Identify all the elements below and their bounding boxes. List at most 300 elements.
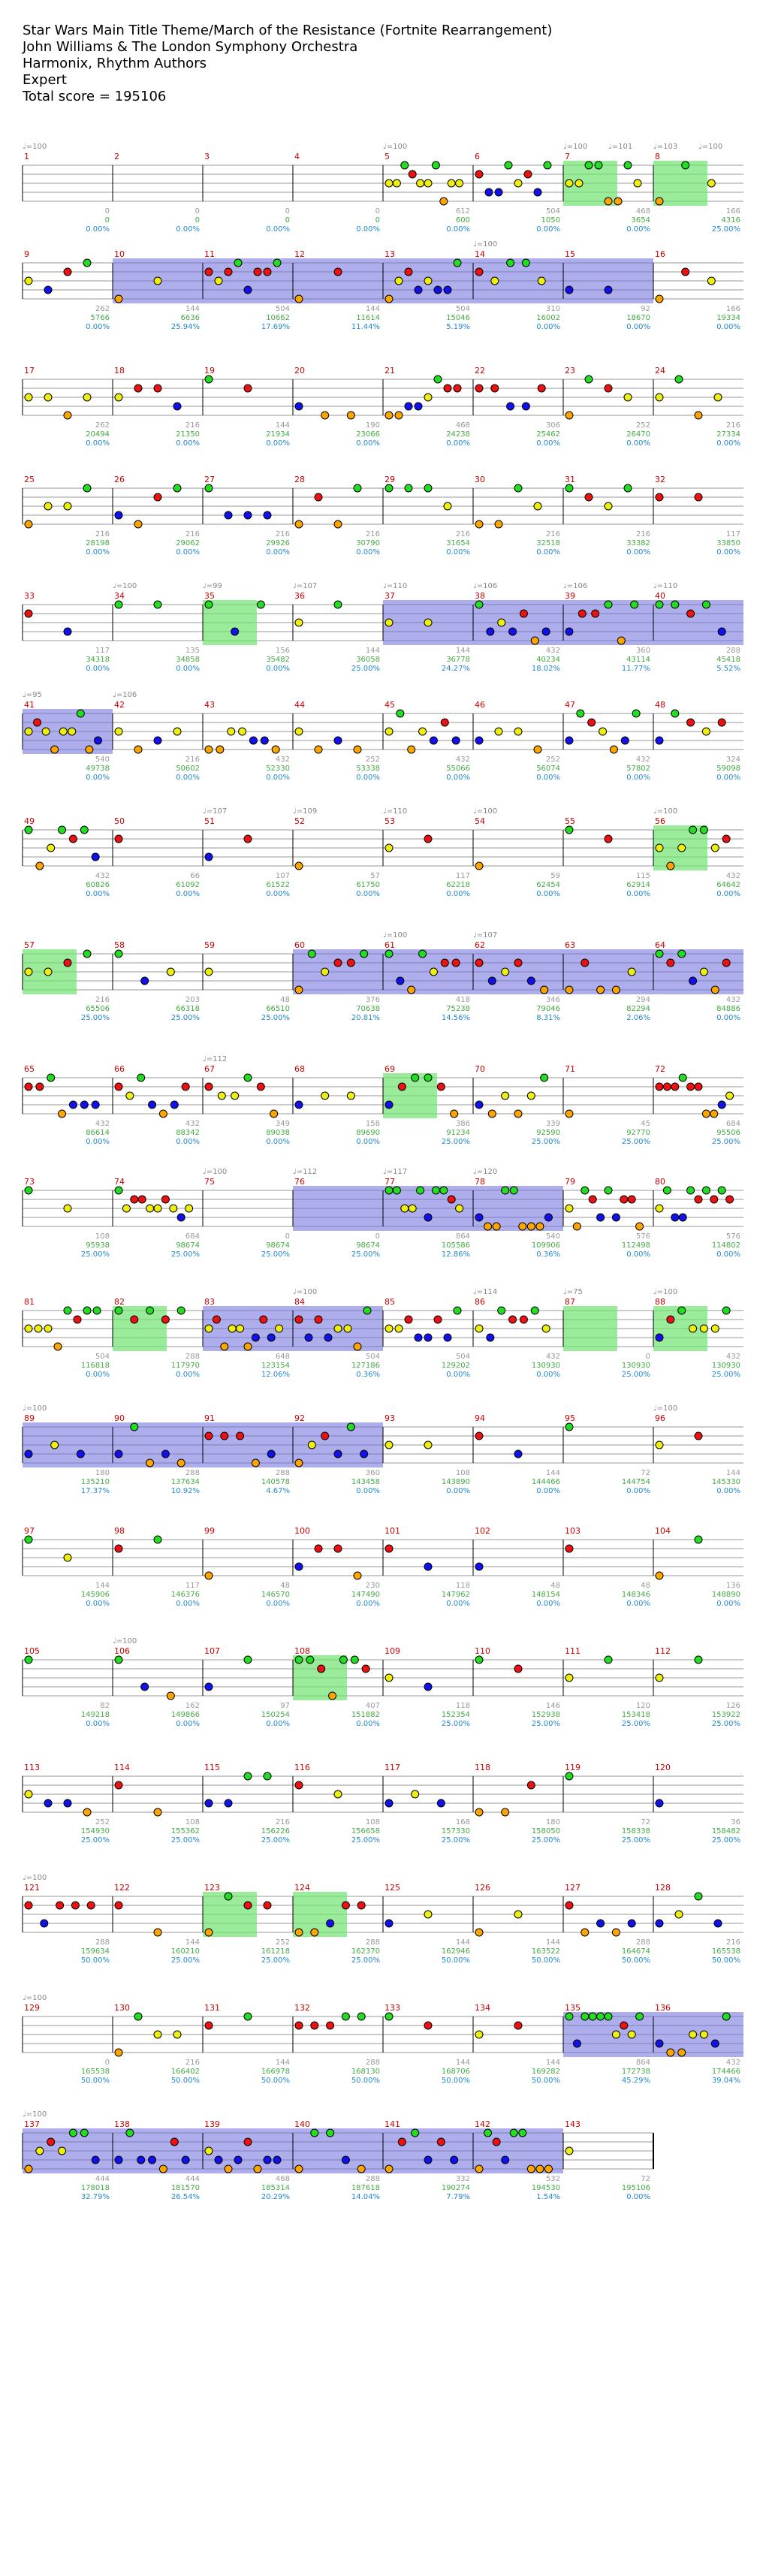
note-gem — [605, 198, 612, 205]
note-gem — [231, 1092, 239, 1099]
measure-percent: 25.00% — [80, 1250, 110, 1259]
note-gem — [395, 412, 403, 419]
measure-score: 95506 — [716, 1129, 740, 1137]
note-gem — [488, 1110, 496, 1118]
note-gem — [134, 385, 142, 392]
measure-percent: 25.00% — [621, 1371, 650, 1379]
measure-score: 65506 — [86, 1005, 110, 1013]
note-gem — [25, 520, 32, 528]
measure-note-count: 216 — [725, 1938, 740, 1947]
note-gem — [213, 1316, 220, 1323]
note-gem — [311, 2129, 318, 2137]
overdrive-region — [473, 600, 563, 645]
note-gem — [360, 950, 368, 958]
note-gem — [115, 728, 122, 735]
note-gem — [154, 737, 161, 744]
note-gem — [671, 1083, 679, 1090]
measure-score: 155362 — [170, 1827, 200, 1835]
note-gem — [702, 1187, 710, 1194]
measure-number: 92 — [294, 1413, 305, 1423]
note-gem — [327, 1920, 334, 1927]
note-gem — [44, 1325, 52, 1332]
measure-note-count: 72 — [641, 2175, 650, 2183]
measure-percent: 39.04% — [711, 2077, 740, 2085]
note-gem — [69, 1101, 77, 1109]
measure-number: 104 — [655, 1526, 671, 1536]
tempo-marker: ♩=100 — [113, 582, 137, 590]
measure-number: 49 — [24, 816, 35, 826]
measure-number: 3 — [204, 152, 210, 161]
note-gem — [475, 1563, 483, 1570]
measure-number: 68 — [294, 1064, 305, 1074]
note-gem — [205, 2022, 213, 2029]
note-gem — [695, 1083, 702, 1090]
note-gem — [695, 1893, 702, 1900]
note-gem — [714, 1920, 722, 1927]
note-gem — [475, 2031, 483, 2038]
note-gem — [154, 1205, 161, 1212]
measure-percent: 0.00% — [266, 774, 290, 782]
note-gem — [357, 2165, 365, 2173]
note-gem — [605, 1187, 612, 1194]
note-gem — [385, 1187, 393, 1194]
measure-number: 95 — [565, 1413, 575, 1423]
note-gem — [261, 737, 268, 744]
measure-note-count: 166 — [725, 207, 740, 216]
note-gem — [565, 1674, 573, 1682]
measure-score: 161218 — [261, 1947, 290, 1956]
note-gem — [689, 2031, 697, 2038]
measure-score: 149218 — [80, 1711, 110, 1719]
measure-percent: 25.00% — [711, 1138, 740, 1146]
measure-percent: 0.00% — [626, 2193, 650, 2201]
measure-number: 103 — [565, 1526, 581, 1536]
note-gem — [385, 2165, 393, 2173]
measure-number: 70 — [475, 1064, 485, 1074]
measure-score: 66510 — [266, 1005, 290, 1013]
tempo-marker: ♩=100 — [23, 1874, 47, 1882]
note-gem — [656, 1674, 663, 1682]
note-gem — [589, 1196, 596, 1203]
note-gem — [536, 1223, 544, 1230]
note-gem — [295, 295, 303, 303]
measure-number: 82 — [114, 1297, 125, 1307]
measure-number: 52 — [294, 816, 305, 826]
note-gem — [491, 277, 499, 285]
note-gem — [295, 986, 303, 994]
measure-percent: 0.00% — [86, 439, 110, 448]
measure-note-count: 216 — [185, 421, 200, 430]
note-gem — [514, 1665, 522, 1673]
note-gem — [605, 1656, 612, 1664]
measure-note-count: 532 — [545, 2175, 560, 2183]
note-gem — [228, 728, 235, 735]
overdrive-region — [23, 709, 113, 754]
measure-number: 60 — [294, 940, 305, 950]
measure-note-count: 216 — [185, 530, 200, 538]
note-gem — [510, 2129, 517, 2137]
note-gem — [83, 394, 91, 401]
note-gem — [605, 835, 612, 843]
note-gem — [536, 2165, 544, 2173]
note-gem — [244, 511, 252, 519]
measure-number: 122 — [114, 1883, 130, 1893]
measure-number: 53 — [384, 816, 395, 826]
note-gem — [475, 959, 483, 967]
measure-number: 124 — [294, 1883, 310, 1893]
measure-percent: 7.79% — [446, 2193, 470, 2201]
note-gem — [565, 737, 573, 744]
measure-note-count: 203 — [185, 996, 200, 1004]
measure-note-count: 180 — [95, 1469, 110, 1477]
measure-note-count: 407 — [365, 1702, 380, 1710]
measure-number: 74 — [114, 1177, 125, 1187]
note-gem — [424, 277, 432, 285]
measure-score: 6636 — [180, 314, 200, 322]
measure-note-count: 332 — [455, 2175, 470, 2183]
note-gem — [588, 719, 596, 726]
note-gem — [502, 1092, 509, 1099]
measure-number: 121 — [24, 1883, 40, 1893]
note-gem — [267, 1450, 275, 1458]
note-gem — [342, 2013, 349, 2020]
measure-number: 86 — [475, 1297, 485, 1307]
measure-percent: 0.00% — [266, 665, 290, 673]
measure-note-count: 504 — [95, 1353, 110, 1361]
note-gem — [678, 950, 686, 958]
measure-number: 58 — [114, 940, 125, 950]
note-gem — [315, 746, 322, 753]
measure-note-count: 216 — [95, 530, 110, 538]
note-gem — [25, 2165, 32, 2173]
note-gem — [679, 1074, 686, 1081]
measure-number: 51 — [204, 816, 215, 826]
measure-note-count: 540 — [545, 1232, 560, 1241]
measure-note-count: 144 — [545, 2059, 560, 2067]
note-gem — [146, 1459, 154, 1467]
note-gem — [334, 1450, 342, 1458]
note-gem — [25, 1902, 32, 1909]
measure-score: 21350 — [176, 430, 200, 439]
measure-score: 36058 — [356, 656, 380, 664]
note-gem — [205, 968, 213, 976]
note-gem — [656, 493, 663, 501]
note-gem — [134, 746, 142, 753]
measure-note-count: 504 — [365, 1353, 380, 1361]
measure-score: 135210 — [80, 1478, 110, 1486]
note-gem — [565, 484, 573, 492]
measure-score: 57802 — [626, 765, 650, 773]
tempo-marker: ♩=75 — [563, 1288, 583, 1296]
measure-number: 134 — [475, 2003, 490, 2013]
total-score: Total score = 195106 — [23, 89, 167, 104]
note-gem — [257, 601, 264, 608]
measure-percent: 12.86% — [441, 1250, 470, 1259]
measure-note-count: 0 — [104, 207, 110, 216]
overdrive-region — [293, 949, 383, 994]
measure-percent: 0.00% — [536, 548, 560, 557]
note-gem — [475, 520, 483, 528]
measure-number: 119 — [565, 1763, 581, 1772]
measure-note-count: 216 — [635, 530, 650, 538]
measure-percent: 50.00% — [621, 1956, 650, 1965]
note-gem — [385, 179, 393, 187]
measure-note-count: 418 — [455, 996, 470, 1004]
measure-note-count: 92 — [641, 305, 650, 313]
tempo-marker: ♩=110 — [653, 582, 678, 590]
note-gem — [714, 394, 722, 401]
note-gem — [656, 1334, 663, 1341]
note-gem — [581, 2013, 589, 2020]
measure-percent: 0.00% — [356, 890, 380, 898]
measure-note-count: 117 — [185, 1582, 200, 1590]
measure-note-count: 294 — [635, 996, 650, 1004]
measure-score: 89690 — [356, 1129, 380, 1137]
measure-percent: 0.00% — [536, 439, 560, 448]
measure-note-count: 57 — [370, 872, 380, 880]
measure-number: 27 — [204, 475, 215, 484]
note-gem — [687, 1187, 695, 1194]
note-gem — [514, 728, 522, 735]
note-gem — [527, 2165, 535, 2173]
tempo-marker: ♩=99 — [203, 582, 222, 590]
note-gem — [295, 2022, 303, 2029]
overdrive-region — [473, 949, 563, 994]
measure-number: 106 — [114, 1646, 130, 1656]
note-gem — [35, 1325, 42, 1332]
measure-percent: 0.00% — [536, 1600, 560, 1608]
note-gem — [417, 179, 424, 187]
measure-number: 140 — [294, 2119, 310, 2129]
measure-score: 162946 — [441, 1947, 470, 1956]
note-gem — [424, 835, 432, 843]
measure-number: 135 — [565, 2003, 581, 2013]
measure-note-count: 468 — [635, 207, 650, 216]
note-gem — [702, 1110, 710, 1118]
note-gem — [424, 1563, 432, 1570]
measure-number: 18 — [114, 366, 125, 376]
measure-score: 157330 — [441, 1827, 470, 1835]
note-gem — [671, 601, 679, 608]
measure-note-count: 115 — [635, 872, 650, 880]
measure-score: 0 — [375, 216, 380, 225]
note-gem — [41, 1920, 48, 1927]
measure-percent: 25.00% — [170, 1014, 200, 1022]
note-gem — [385, 1441, 393, 1449]
note-gem — [682, 268, 689, 276]
note-gem — [663, 1083, 671, 1090]
measure-score: 45418 — [716, 656, 740, 664]
measure-number: 125 — [384, 1883, 400, 1893]
note-gem — [424, 1074, 432, 1081]
tempo-marker: ♩=112 — [293, 1168, 318, 1176]
note-gem — [115, 1545, 122, 1552]
note-gem — [329, 1692, 336, 1700]
measure-percent: 10.92% — [170, 1487, 200, 1495]
note-gem — [205, 1799, 213, 1807]
note-gem — [424, 619, 432, 626]
measure-number: 117 — [384, 1763, 400, 1772]
note-gem — [614, 198, 622, 205]
measure-score: 61522 — [266, 881, 290, 889]
tempo-marker: ♩=103 — [653, 143, 678, 151]
note-gem — [710, 1110, 718, 1118]
note-gem — [475, 737, 483, 744]
note-gem — [334, 601, 342, 608]
note-gem — [475, 1808, 483, 1816]
note-gem — [267, 1334, 275, 1341]
measure-percent: 0.00% — [86, 548, 110, 557]
note-gem — [334, 737, 342, 744]
measure-number: 45 — [384, 700, 395, 710]
measure-number: 38 — [475, 591, 485, 601]
measure-percent: 0.00% — [86, 1600, 110, 1608]
note-gem — [205, 746, 213, 753]
note-gem — [244, 1902, 252, 1909]
note-gem — [159, 1110, 167, 1118]
note-gem — [154, 1536, 161, 1543]
note-gem — [270, 1110, 278, 1118]
note-gem — [711, 986, 719, 994]
note-gem — [507, 403, 514, 410]
measure-score: 181570 — [170, 2184, 200, 2192]
note-gem — [161, 1450, 169, 1458]
note-gem — [205, 484, 213, 492]
measure-percent: 12.06% — [261, 1371, 290, 1379]
note-gem — [628, 2031, 635, 2038]
note-gem — [514, 1110, 522, 1118]
tempo-marker: ♩=106 — [563, 582, 588, 590]
measure-number: 84 — [294, 1297, 305, 1307]
note-gem — [42, 728, 50, 735]
note-gem — [424, 1683, 432, 1691]
measure-number: 16 — [655, 249, 665, 259]
note-gem — [354, 1572, 361, 1579]
measure-note-count: 216 — [185, 756, 200, 764]
measure-score: 158050 — [531, 1827, 560, 1835]
note-gem — [597, 986, 605, 994]
measure-note-count: 684 — [725, 1120, 740, 1128]
note-gem — [718, 1187, 725, 1194]
measure-note-count: 376 — [365, 996, 380, 1004]
note-gem — [254, 268, 261, 276]
measure-note-count: 648 — [275, 1353, 290, 1361]
measure-number: 108 — [294, 1646, 310, 1656]
measure-number: 71 — [565, 1064, 575, 1074]
measure-number: 4 — [294, 152, 300, 161]
measure-note-count: 117 — [455, 872, 470, 880]
measure-percent: 25.00% — [170, 1250, 200, 1259]
measure-score: 105586 — [441, 1241, 470, 1250]
note-gem — [565, 1423, 573, 1431]
note-gem — [244, 2138, 252, 2146]
note-gem — [636, 2013, 644, 2020]
note-gem — [454, 259, 461, 267]
note-gem — [295, 1101, 303, 1109]
note-gem — [575, 179, 583, 187]
measure-percent: 25.00% — [261, 1836, 290, 1845]
note-gem — [225, 2165, 232, 2173]
note-gem — [173, 2031, 181, 2038]
measure-score: 147962 — [441, 1591, 470, 1599]
measure-percent: 0.00% — [176, 1600, 200, 1608]
note-gem — [544, 1214, 552, 1221]
note-gem — [205, 853, 213, 861]
note-gem — [398, 1083, 406, 1090]
tempo-marker: ♩=100 — [23, 143, 47, 151]
measure-number: 113 — [24, 1763, 40, 1772]
measure-number: 50 — [114, 816, 125, 826]
note-gem — [656, 295, 663, 303]
measure-percent: 25.00% — [351, 665, 380, 673]
measure-percent: 0.00% — [176, 890, 200, 898]
measure-percent: 0.00% — [626, 890, 650, 898]
measure-number: 128 — [655, 1883, 671, 1893]
note-gem — [419, 950, 427, 958]
measure-score: 172738 — [621, 2068, 650, 2076]
measure-score: 86614 — [86, 1129, 110, 1137]
measure-note-count: 108 — [455, 1469, 470, 1477]
note-gem — [64, 1554, 71, 1561]
overdrive-region — [113, 2128, 203, 2173]
measure-percent: 17.69% — [261, 323, 290, 331]
note-gem — [702, 728, 710, 735]
note-gem — [405, 268, 412, 276]
note-gem — [636, 1223, 644, 1230]
measure-score: 116818 — [80, 1362, 110, 1370]
measure-number: 141 — [384, 2119, 400, 2129]
measure-number: 65 — [24, 1064, 35, 1074]
note-gem — [620, 1196, 628, 1203]
measure-score: 75238 — [446, 1005, 470, 1013]
measure-note-count: 252 — [545, 756, 560, 764]
measure-score: 158338 — [621, 1827, 650, 1835]
note-gem — [272, 746, 279, 753]
tempo-marker: ♩=112 — [203, 1055, 228, 1063]
note-gem — [695, 1432, 702, 1440]
measure-number: 8 — [655, 152, 660, 161]
note-gem — [347, 1092, 354, 1099]
note-gem — [488, 977, 496, 985]
measure-note-count: 468 — [275, 2175, 290, 2183]
note-gem — [527, 1781, 535, 1789]
note-gem — [44, 1799, 52, 1807]
note-gem — [687, 719, 695, 726]
measure-note-count: 144 — [275, 2059, 290, 2067]
measure-score: 70638 — [356, 1005, 380, 1013]
note-gem — [315, 1316, 322, 1323]
measure-score: 19334 — [716, 314, 740, 322]
note-gem — [318, 1665, 325, 1673]
note-gem — [718, 719, 725, 726]
note-gem — [722, 835, 730, 843]
measure-note-count: 432 — [725, 1353, 740, 1361]
measure-note-count: 120 — [635, 1702, 650, 1710]
measure-percent: 25.00% — [531, 1138, 560, 1146]
note-gem — [475, 1325, 483, 1332]
note-gem — [456, 179, 463, 187]
tempo-marker: ♩=120 — [473, 1168, 498, 1176]
note-gem — [34, 719, 41, 726]
note-gem — [205, 376, 213, 383]
measure-percent: 25.00% — [261, 1956, 290, 1965]
measure-percent: 0.00% — [356, 439, 380, 448]
tempo-marker: ♩=100 — [23, 1994, 47, 2002]
note-gem — [25, 610, 32, 617]
measure-percent: 0.00% — [176, 774, 200, 782]
tempo-marker: ♩=100 — [563, 143, 588, 151]
note-gem — [424, 1441, 432, 1449]
